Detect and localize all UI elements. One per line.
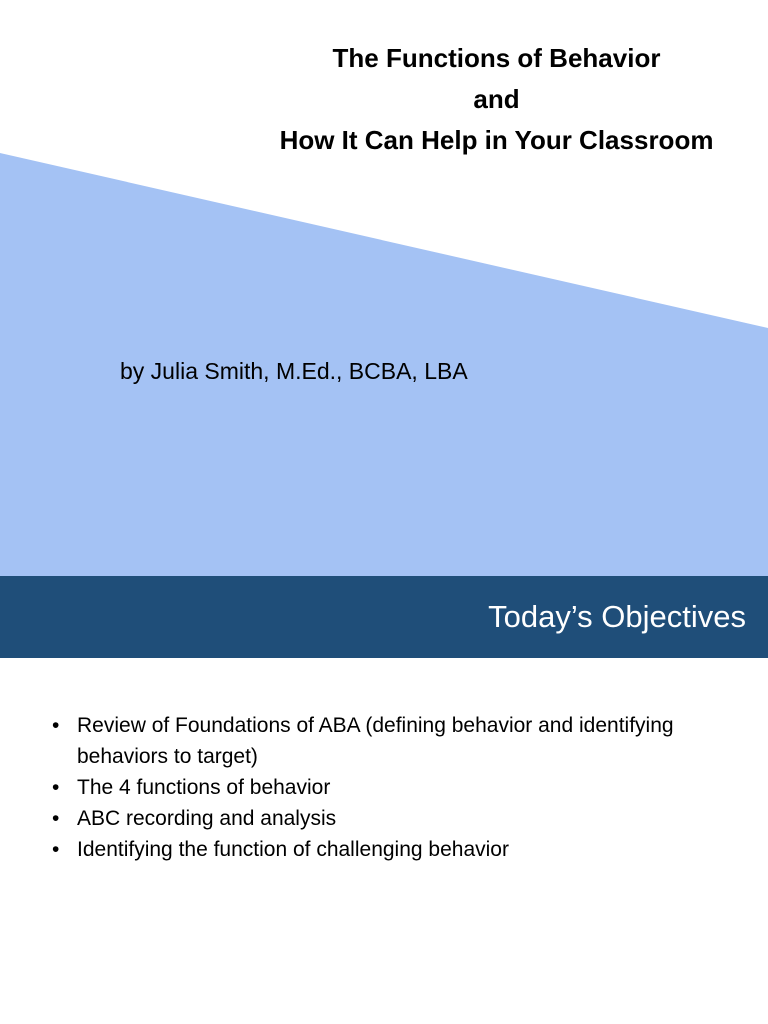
objectives-list <box>52 710 752 865</box>
objective-text: Review of Foundations of ABA (defining behavior and identifying behaviors to target) <box>77 714 674 768</box>
objective-item <box>52 803 752 834</box>
bullet-icon: • <box>52 776 60 799</box>
objectives-title: Today’s Objectives <box>488 599 746 634</box>
objective-item <box>52 834 752 865</box>
bullet-icon: • <box>52 807 60 830</box>
title-line-2: and <box>473 84 520 114</box>
objectives-slide <box>0 576 768 1024</box>
bullet-icon: • <box>52 714 60 737</box>
objective-text: The 4 functions of behavior <box>77 776 331 799</box>
objective-text: ABC recording and analysis <box>77 807 337 830</box>
title-line-1: The Functions of Behavior <box>332 43 661 73</box>
objective-item <box>52 772 752 803</box>
title-line-3: How It Can Help in Your Classroom <box>279 125 714 155</box>
objective-item <box>52 710 752 772</box>
bullet-icon: • <box>52 838 60 861</box>
presentation-title <box>225 38 768 161</box>
author-byline: by Julia Smith, M.Ed., BCBA, LBA <box>120 358 468 384</box>
objective-text: Identifying the function of challenging behavior <box>77 838 509 861</box>
objectives-header-bar <box>0 576 768 658</box>
